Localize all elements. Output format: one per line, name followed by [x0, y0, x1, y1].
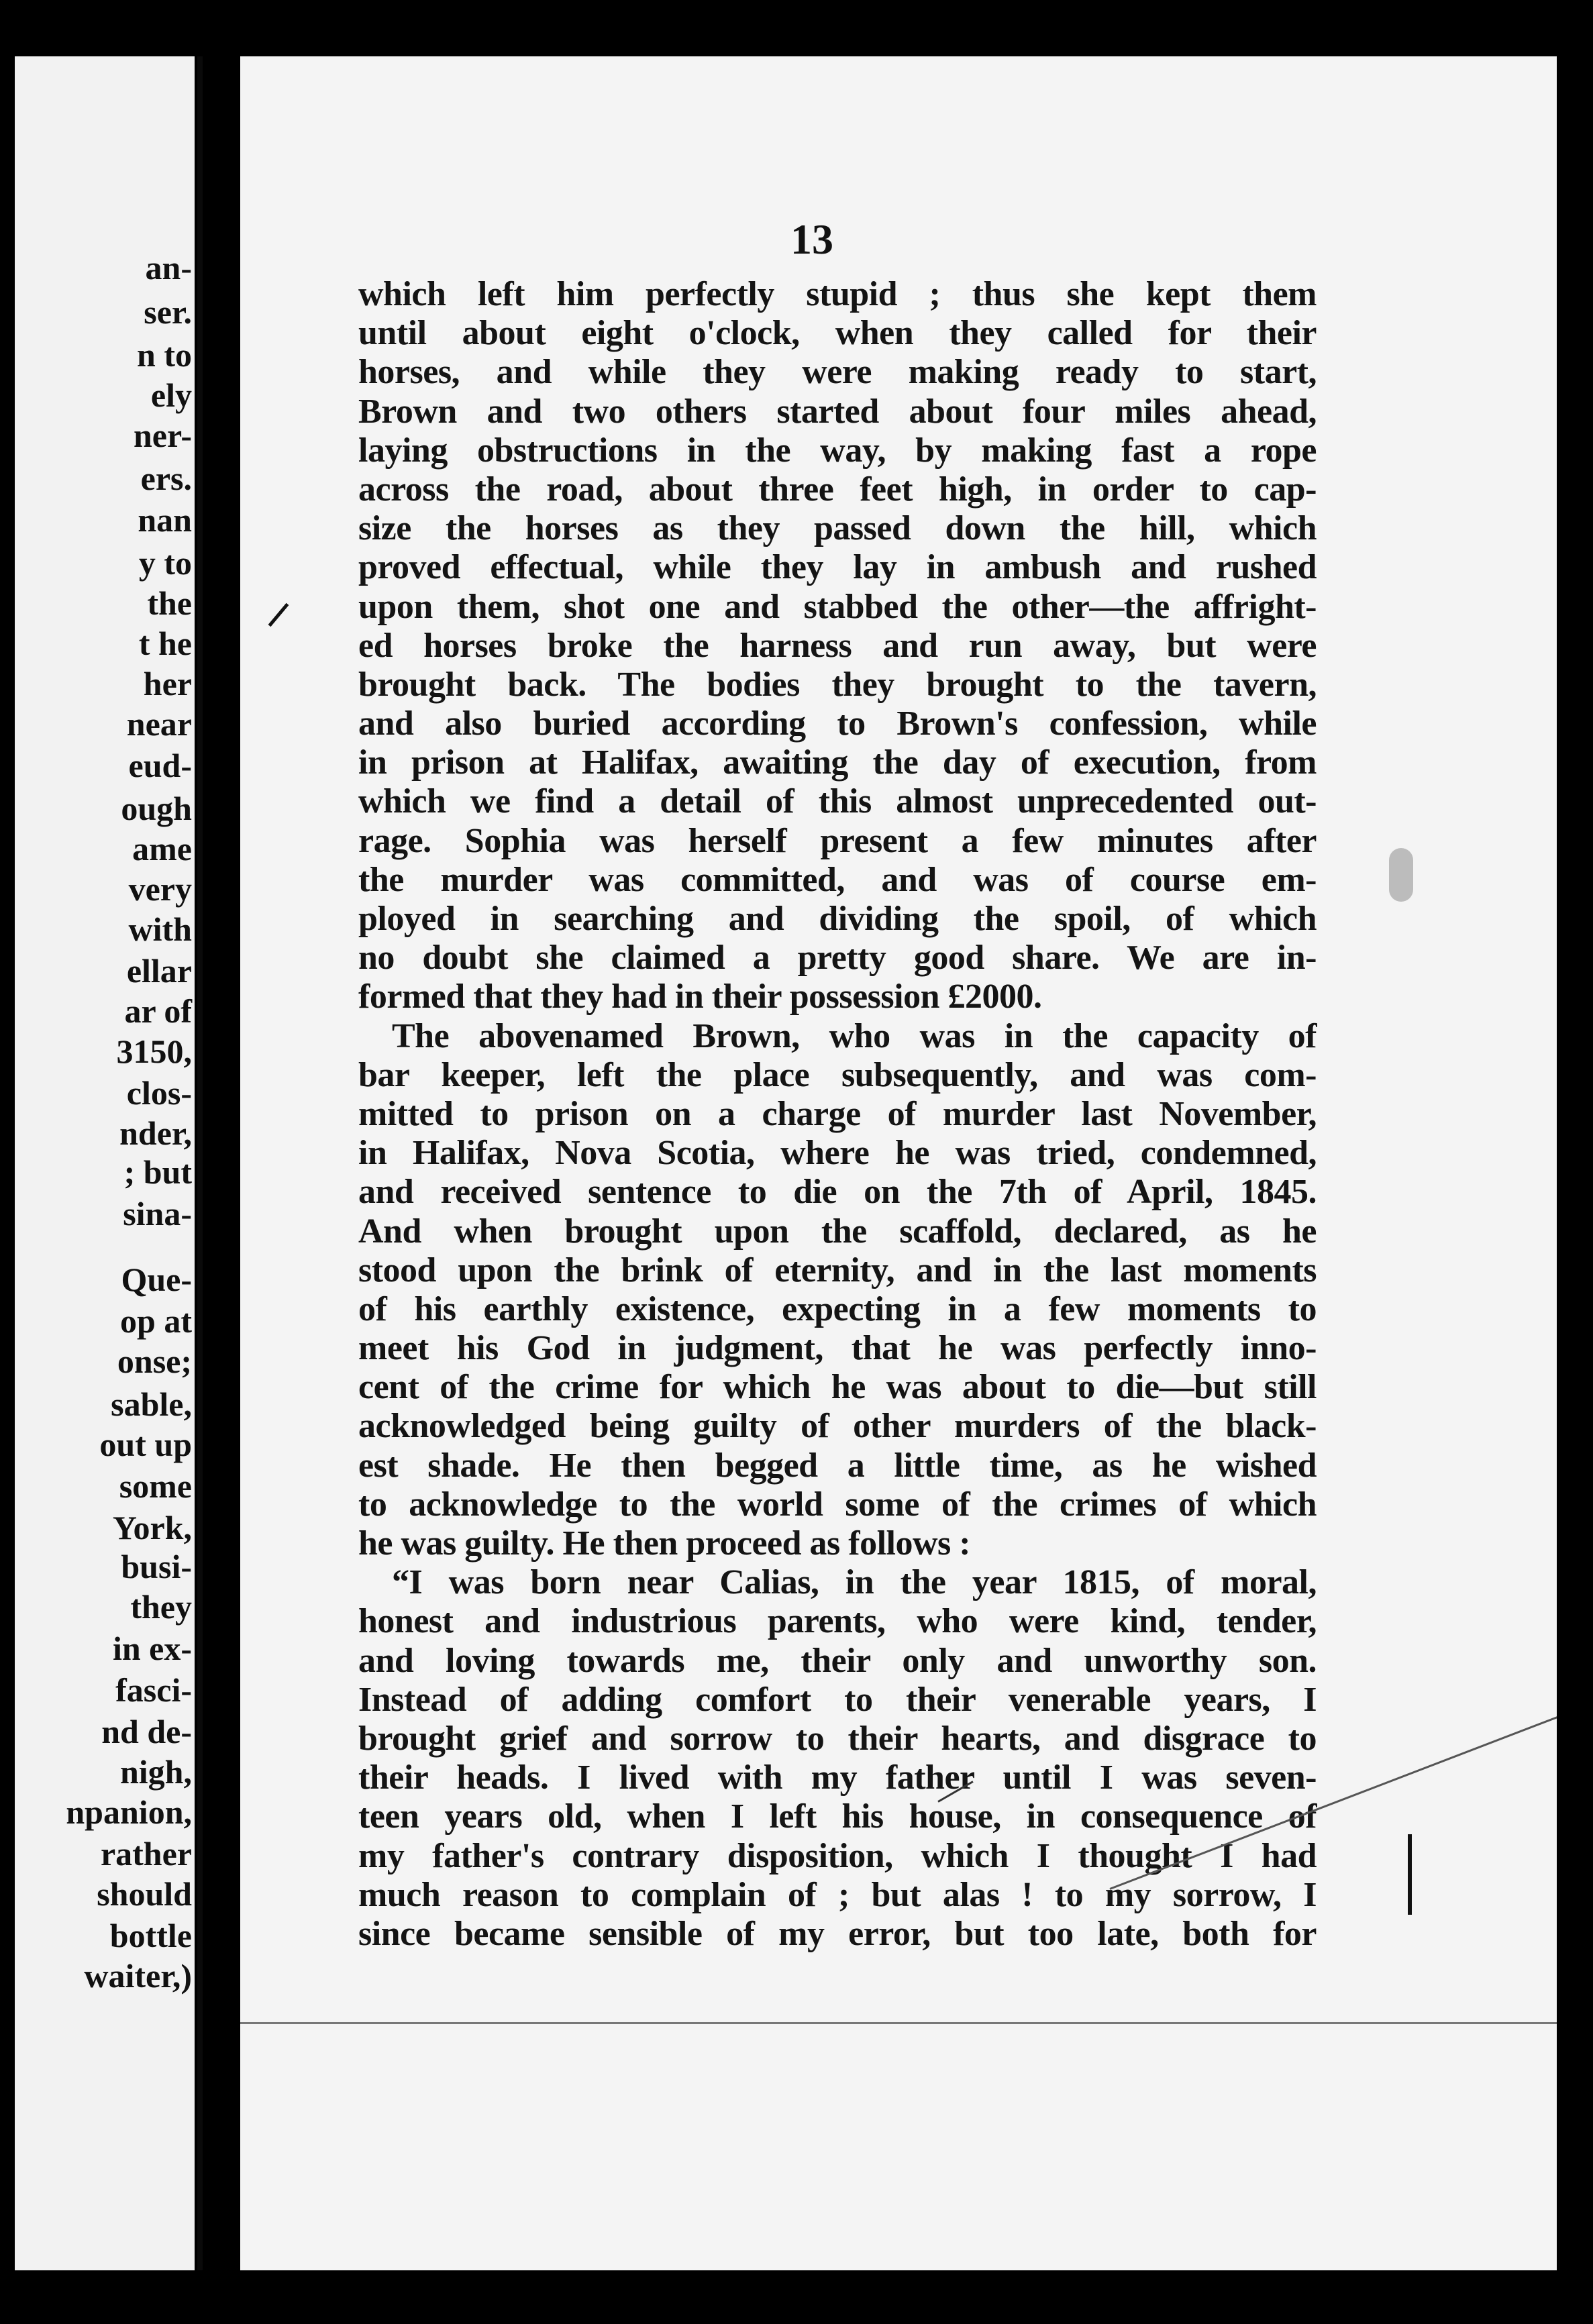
text-line: in Halifax, Nova Scotia, where he was tried, condemned, — [358, 1134, 1317, 1173]
text-line: est shade. He then begged a little time, as he wished — [358, 1446, 1317, 1485]
text-line: since became sensible of my error, but too late, both for — [358, 1914, 1317, 1953]
scan-rule-line — [240, 2022, 1557, 2024]
previous-page-text-line: should — [97, 1875, 192, 1913]
text-line: in prison at Halifax, awaiting the day of execution, from — [358, 743, 1317, 782]
text-line: cent of the crime for which he was about to die—but still — [358, 1368, 1317, 1407]
margin-pencil-mark — [268, 603, 289, 627]
text-line: no doubt she claimed a pretty good share. We are in- — [358, 939, 1317, 978]
text-line: The abovenamed Brown, who was in the capacity of — [392, 1016, 1317, 1055]
previous-page-text-line: fasci- — [115, 1671, 192, 1709]
previous-page-text-line: ner- — [134, 417, 192, 454]
text-line: stood upon the brink of eternity, and in the last moments — [358, 1251, 1317, 1289]
previous-page-text-line: they — [130, 1588, 192, 1626]
text-line: rage. Sophia was herself present a few minutes after — [358, 821, 1317, 860]
text-line: horses, and while they were making ready to start, — [358, 353, 1317, 392]
text-line: and also buried according to Brown's confession, while — [358, 704, 1317, 743]
text-line: brought grief and sorrow to their hearts, and disgrace to — [358, 1719, 1317, 1758]
previous-page-text-line: ellar — [126, 952, 192, 990]
book-page — [240, 56, 1557, 2270]
previous-page-text-line: very — [128, 870, 192, 908]
scan-border-right — [1557, 0, 1593, 2324]
previous-page-text-line: busi- — [121, 1548, 192, 1585]
page-gutter-shadow — [197, 56, 203, 2324]
body-text — [358, 275, 1317, 1954]
previous-page-text-line: clos- — [126, 1074, 192, 1112]
text-line: Brown and two others started about four miles ahead, — [358, 392, 1317, 431]
previous-page-text-line: sable, — [111, 1385, 192, 1423]
text-line: ployed in searching and dividing the spoil, of which — [358, 900, 1317, 938]
previous-page-text-line: in ex- — [112, 1630, 192, 1667]
previous-page-text-line: bottle — [109, 1917, 192, 1954]
previous-page-text-line: waiter,) — [84, 1957, 192, 1995]
text-line: laying obstructions in the way, by making fast a rope — [358, 431, 1317, 470]
previous-page-text-line: an- — [145, 249, 192, 286]
text-line: which left him perfectly stupid ; thus she kept them — [358, 275, 1317, 313]
previous-page-text-line: eud- — [128, 747, 192, 784]
margin-bracket-mark — [1408, 1834, 1412, 1915]
text-line: teen years old, when I left his house, in consequence of — [358, 1797, 1317, 1836]
page-number: 13 — [790, 215, 833, 263]
text-line: the murder was committed, and was of course em- — [358, 860, 1317, 899]
previous-page-text-line: t he — [138, 625, 192, 662]
text-line: upon them, shot one and stabbed the other—the affright- — [358, 587, 1317, 626]
text-line: and received sentence to die on the 7th of April, 1845. — [358, 1173, 1317, 1212]
previous-page-text-line: Que- — [121, 1261, 192, 1298]
text-line: across the road, about three feet high, in order to cap- — [358, 470, 1317, 509]
text-line: which we find a detail of this almost unprecedented out- — [358, 782, 1317, 821]
text-line: meet his God in judgment, that he was perfectly inno- — [358, 1329, 1317, 1368]
text-line: And when brought upon the scaffold, declared, as he — [358, 1212, 1317, 1251]
previous-page-text-line: ers. — [140, 460, 192, 497]
text-line: he was guilty. He then proceed as follows : — [358, 1524, 971, 1563]
previous-page-text-line: ser. — [144, 293, 192, 331]
page-blot — [1389, 848, 1413, 902]
text-line: formed that they had in their possession £2000. — [358, 978, 1042, 1016]
text-line: my father's contrary disposition, which I thought I had — [358, 1836, 1317, 1875]
text-line: to acknowledge to the world some of the crimes of which — [358, 1485, 1317, 1524]
text-line: much reason to complain of ; but alas ! to my sorrow, I — [358, 1875, 1317, 1914]
previous-page-text-line: onse; — [117, 1342, 192, 1380]
text-line: “I was born near Calias, in the year 1815, of moral, — [392, 1563, 1317, 1602]
previous-page-text-line: n to — [137, 336, 192, 374]
text-line: honest and industrious parents, who were kind, tender, — [358, 1602, 1317, 1641]
text-line: ed horses broke the harness and run away, but were — [358, 626, 1317, 665]
text-line: Instead of adding comfort to their venerable years, I — [358, 1680, 1317, 1719]
previous-page-text-line: nder, — [119, 1114, 192, 1152]
previous-page-text-line: near — [126, 705, 192, 743]
text-line: brought back. The bodies they brought to the tavern, — [358, 665, 1317, 704]
text-line: mitted to prison on a charge of murder last November, — [358, 1094, 1317, 1133]
page-gutter — [231, 56, 240, 2324]
previous-page-text-line: sina- — [123, 1195, 192, 1232]
previous-page-text-line: some — [119, 1467, 192, 1505]
previous-page-text-line: 3150, — [116, 1033, 192, 1070]
text-line: their heads. I lived with my father until I was seven- — [358, 1758, 1317, 1797]
previous-page-text-line: ely — [150, 376, 192, 414]
previous-page-text-line: op at — [120, 1302, 192, 1340]
previous-page-text-line: nd de- — [101, 1713, 192, 1750]
text-line: of his earthly existence, expecting in a few moments to — [358, 1289, 1317, 1328]
previous-page-text-line: ; but — [123, 1153, 192, 1191]
previous-page-text-line: ar of — [124, 992, 192, 1030]
previous-page-text-line: y to — [138, 544, 192, 582]
text-line: size the horses as they passed down the hill, which — [358, 509, 1317, 548]
text-line: until about eight o'clock, when they called for their — [358, 314, 1317, 353]
previous-page-text-line: out up — [99, 1426, 192, 1463]
previous-page-text-line: rather — [100, 1835, 192, 1872]
previous-page-text-line: npanion, — [66, 1793, 192, 1831]
scan-border-top — [0, 0, 1593, 60]
text-line: and loving towards me, their only and unworthy son. — [358, 1641, 1317, 1680]
previous-page-fragment — [15, 56, 195, 2270]
previous-page-text-line: the — [147, 584, 192, 622]
previous-page-text-line: ame — [132, 830, 192, 867]
previous-page-text-line: her — [143, 665, 192, 702]
previous-page-text-line: nigh, — [119, 1753, 192, 1791]
previous-page-text-line: nan — [138, 501, 192, 539]
text-line: acknowledged being guilty of other murders of the black- — [358, 1407, 1317, 1446]
previous-page-text-line: York, — [112, 1509, 192, 1546]
text-line: proved effectual, while they lay in ambush and rushed — [358, 548, 1317, 587]
scan-border-bottom — [0, 2270, 1593, 2324]
text-line: bar keeper, left the place subsequently, and was com- — [358, 1055, 1317, 1094]
previous-page-text-line: with — [128, 910, 192, 948]
previous-page-text-line: ough — [121, 790, 192, 827]
